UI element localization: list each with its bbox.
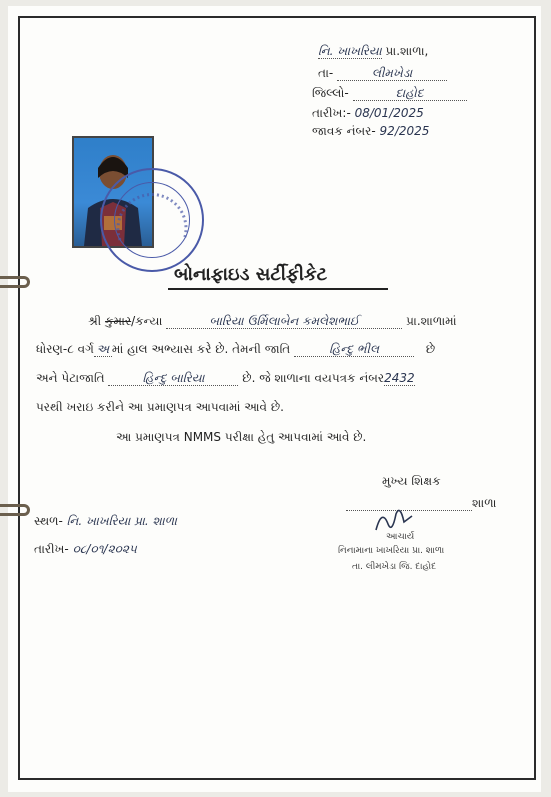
- caste-value: હિન્દુ ભીલ: [294, 342, 414, 357]
- header-school-name: નિ. ખાખરિયા: [318, 44, 382, 58]
- header-date-line: [312, 106, 424, 120]
- certificate-title: બોનાફાઇડ સર્ટીફીકેટ: [174, 264, 328, 285]
- binder-ring-top: [0, 276, 30, 288]
- principal-stamp-label: આચાર્ય: [386, 532, 415, 542]
- page-border: [18, 16, 536, 780]
- register-number: 2432: [384, 371, 415, 385]
- struck-word: કુમાર: [105, 314, 132, 328]
- header-district-line: [312, 86, 467, 101]
- body-line-1: [88, 314, 457, 329]
- header-school-line: [318, 44, 428, 58]
- district-value: દાહોદ: [353, 86, 467, 101]
- district-label: જિલ્લો-: [312, 86, 349, 100]
- school-stamp-text-icon: [102, 170, 202, 270]
- certificate-sheet: [8, 6, 541, 792]
- footer-date-value: ૦૮/૦૧/૨૦૨૫: [72, 542, 137, 556]
- body-slash: /કન્યા: [131, 314, 163, 328]
- headmaster-title: મુખ્ય શિક્ષક: [382, 474, 441, 488]
- sub-caste-label: અને પેટાજાતિ: [36, 371, 105, 385]
- outward-label: જાવક નંબર-: [312, 124, 376, 138]
- body-prefix: શ્રી: [88, 314, 102, 328]
- header-outward-line: [312, 124, 429, 138]
- outward-value: 92/2025: [379, 124, 430, 138]
- body-line-1-suffix: પ્રા.શાળામાં: [406, 314, 457, 328]
- student-name: બારિયા ઉર્મિલાબેન કમલેશભાઈ: [166, 314, 402, 329]
- signatory-school-word: શાળા: [472, 496, 497, 510]
- header-date-value: 08/01/2025: [354, 106, 424, 120]
- principal-stamp-address: તા. લીમખેડા જિ. દાહોદ: [352, 562, 437, 572]
- principal-stamp-school: નિનામાના ખાખરિયા પ્રા. શાળા: [338, 546, 445, 556]
- header-date-label: તારીખ:-: [312, 106, 351, 120]
- body-line-3: [36, 371, 415, 386]
- taluka-label: તા-: [318, 66, 334, 80]
- footer-date-line: [34, 542, 137, 556]
- body-line-5: આ પ્રમાણપત્ર NMMS પરીક્ષા હેતુ આપવામાં આવે છે.: [116, 430, 367, 444]
- std-prefix: ધોરણ-૮ વર્ગ: [36, 342, 94, 356]
- body-line-2-middle: માં હાલ અભ્યાસ કરે છે. તેમની જાતિ: [111, 342, 291, 356]
- place-value: નિ. ખાખરિયા પ્રા. શાળા: [66, 514, 177, 528]
- taluka-value: લીમખેડા: [337, 66, 447, 81]
- school-round-stamp: [100, 168, 204, 272]
- title-underline: [168, 288, 388, 290]
- std-class: અ: [94, 342, 112, 357]
- body-line-3-middle: છે. જે શાળાના વયપત્રક નંબર: [242, 371, 385, 385]
- signatory-school-line: [346, 496, 497, 511]
- footer-date-label: તારીખ-: [34, 542, 69, 556]
- place-label: સ્થળ-: [34, 514, 63, 528]
- header-school-suffix: પ્રા.શાળા,: [385, 44, 429, 58]
- binder-ring-bottom: [0, 504, 30, 516]
- sub-caste-value: હિન્દુ બારિયા: [108, 371, 238, 386]
- body-line-4: પરથી ખરાઇ કરીને આ પ્રમાણપત્ર આપવામાં આવે છે.: [36, 400, 284, 414]
- body-line-2-end: છે: [425, 342, 436, 356]
- body-line-2: [36, 342, 435, 357]
- footer-place-line: [34, 514, 177, 528]
- header-taluka-line: [318, 66, 447, 81]
